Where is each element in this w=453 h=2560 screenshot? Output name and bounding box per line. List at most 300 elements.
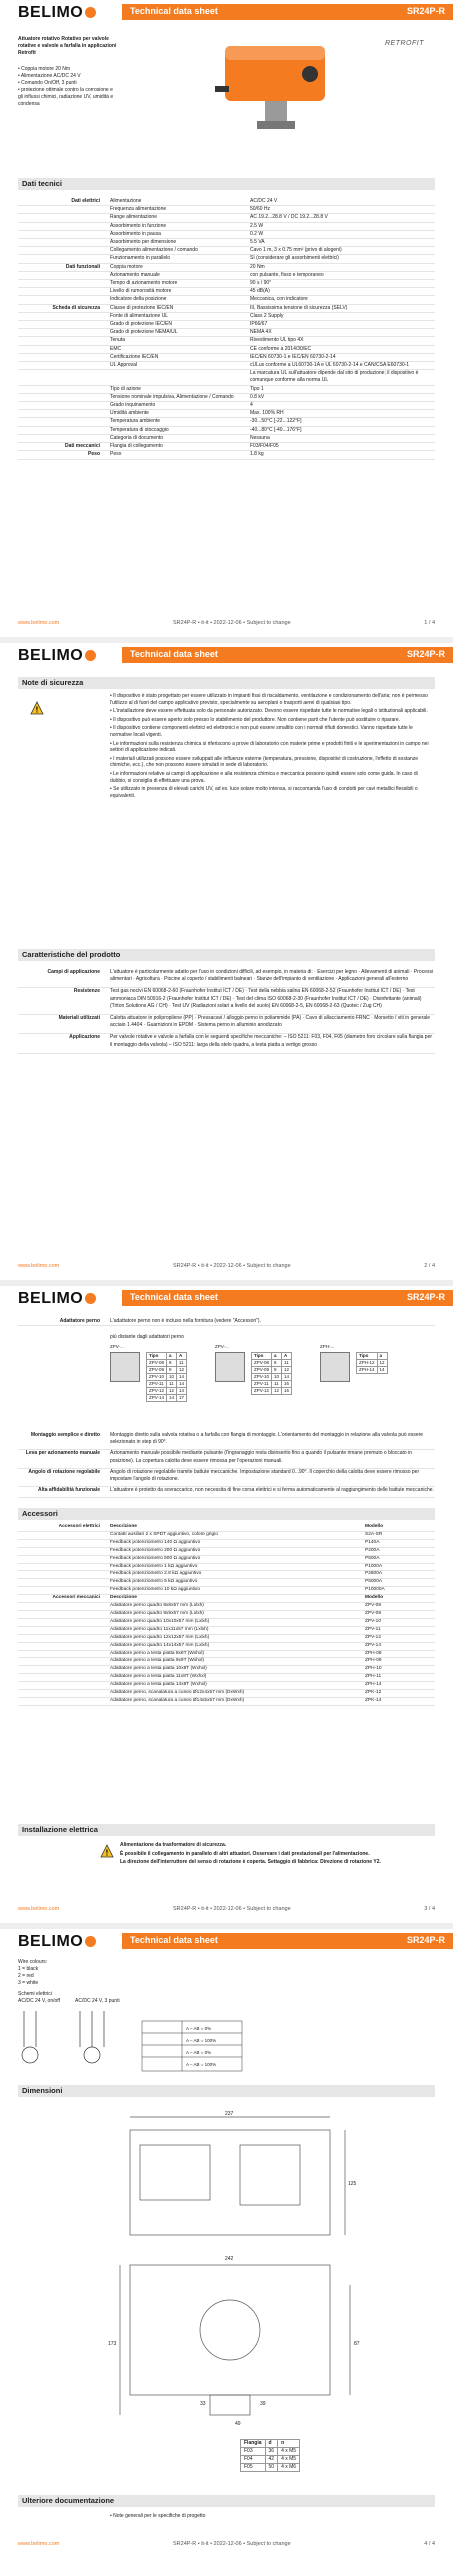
flange-cell: F03 — [241, 2448, 266, 2456]
tech-group — [18, 214, 110, 221]
acc-desc: Adattatore perno quadro 11x11x57 mm (Lxlxh) — [110, 1626, 209, 1632]
acc-row — [18, 1540, 435, 1548]
header-model: SR24P-R — [406, 649, 445, 659]
tech-key: Assorbimento in funzione — [110, 222, 167, 229]
svg-text:33: 33 — [200, 2401, 206, 2407]
acc-desc: Adattatore perno a testa piatta 14x8T (Wxhxl) — [110, 1682, 207, 1688]
safety-item: • Il dispositivo può essere aperto solo presso lo stabilimento del produttore. Non contiene parti che l'utente può sostituire o riparare. — [110, 716, 401, 723]
adapter-cell: ZPV-09 — [147, 1367, 167, 1374]
acc-row — [18, 1674, 435, 1682]
flange-grid — [240, 2439, 300, 2472]
tech-group — [18, 427, 110, 434]
safety-item: • Se utilizzato in presenza di elevati carichi UV, ad es. luce solare molto intensa, si raccomanda l'uso di condotti per cavi metallici flessibili o equivalenti. — [110, 786, 418, 799]
tech-value: 45 dB(A) — [250, 288, 270, 295]
footer-page: 4 / 4 — [424, 2541, 435, 2547]
acc-desc-header: Descrizione — [110, 1595, 137, 1601]
flange-cell: Flangia — [241, 2440, 266, 2448]
flange-cell: F04 — [241, 2456, 266, 2464]
acc-model: ZPH-14 — [365, 1682, 382, 1688]
adapter-cell: 17 — [177, 1395, 187, 1402]
tech-row — [18, 313, 435, 321]
acc-row — [18, 1548, 435, 1556]
acc-desc: Feedback potenziometro 200 Ω aggiuntivo — [110, 1547, 201, 1553]
tech-group — [18, 247, 110, 254]
adapter-grid — [356, 1352, 388, 1374]
mount-value: Azionamento manuale possibile mediante pulsante (l'ingranaggio resta disinserito fino a quando il pulsante rimane premuto o bloccato in posizione). La copertura calotta deve essere rimossa per l'operazioni manuali. — [110, 1450, 412, 1464]
adapter-cell: 16 — [282, 1381, 292, 1388]
tech-row — [18, 346, 435, 354]
tech-group — [18, 410, 110, 417]
adapter-cell: 11 — [282, 1360, 292, 1367]
footer-url[interactable]: www.belimo.com — [18, 2541, 60, 2547]
header-bar — [122, 1290, 453, 1306]
adapter-cell: 11 — [177, 1360, 187, 1367]
tech-value: 0.2 W — [250, 230, 264, 237]
acc-desc: Adattatore perno quadro 12x12x57 mm (Lxlxh) — [110, 1634, 210, 1640]
tech-value: Max. 100% RH — [250, 410, 284, 417]
tech-value: con pulsante, fisso e temporaneo — [250, 271, 324, 278]
adapter-cell: 14 — [167, 1395, 177, 1402]
acc-model: ZPH-09 — [365, 1658, 382, 1664]
page-1 — [0, 0, 453, 640]
adapter-table-name: ZPV-... — [110, 1344, 124, 1349]
mount-table — [18, 1432, 435, 1498]
tech-value: 1.8 kg — [250, 451, 264, 458]
tech-row — [18, 264, 435, 272]
acc-desc: Feedback potenziometro 140 Ω aggiuntivo — [110, 1539, 201, 1545]
acc-row — [18, 1643, 435, 1651]
acc-model: ZPH-11 — [365, 1674, 382, 1680]
flange-cell: 36 — [265, 2448, 278, 2456]
header-title: Technical data sheet — [130, 1292, 218, 1302]
acc-model: P500A — [365, 1555, 380, 1561]
acc-model: P2800A — [365, 1571, 383, 1577]
tech-row — [18, 410, 435, 418]
mount-group: Angolo di rotazione regolabile — [28, 1468, 100, 1475]
tech-value: 5.5 VA — [250, 239, 265, 246]
flange-cell: 42 — [265, 2456, 278, 2464]
adapter-cell: ZPH-14 — [357, 1367, 378, 1374]
tech-key: Alimentazione — [110, 198, 142, 204]
acc-spacer — [18, 1571, 110, 1578]
acc-desc: Adattatore perno quadro 9x9x57 mm (Lxlxh) — [110, 1610, 204, 1616]
adapter-cell: 14 — [282, 1374, 292, 1381]
adapter-table — [320, 1344, 388, 1374]
tech-value: F03/F04/F05 — [250, 443, 279, 450]
flange-cell: n — [278, 2440, 300, 2448]
feature-group: Resistenze — [73, 988, 100, 995]
shaft-icon — [320, 1352, 350, 1382]
tech-key: Grado inquinamento — [110, 402, 156, 409]
footer-url[interactable]: www.belimo.com — [18, 1263, 60, 1269]
tech-row — [18, 255, 435, 263]
tech-row — [18, 288, 435, 296]
tech-key: Grado di protezione IEC/EN — [110, 321, 172, 328]
retrofit-badge: RETROFIT — [385, 40, 424, 47]
tech-group — [18, 239, 110, 246]
acc-desc: Feedback potenziometro 10 kΩ aggiuntivo — [110, 1587, 200, 1593]
adapter-cell: ZPV-10 — [252, 1374, 272, 1381]
acc-spacer — [18, 1643, 110, 1650]
acc-spacer — [18, 1548, 110, 1555]
flange-cell: 4 x M6 — [278, 2464, 300, 2472]
warning-icon — [100, 1844, 114, 1858]
tech-group — [18, 313, 110, 320]
acc-desc: Feedback potenziometro 500 Ω aggiuntivo — [110, 1555, 201, 1561]
acc-header-row — [18, 1595, 435, 1603]
tech-key: EMC — [110, 345, 122, 352]
tech-value: 0.8 kV — [250, 393, 265, 400]
truth-row: A – AB = 100% — [186, 2062, 217, 2067]
tech-row — [18, 451, 435, 459]
tech-value: AC 19.2...28.8 V / DC 19.2...28.8 V — [250, 214, 328, 221]
tech-group: Dati funzionali — [65, 263, 100, 270]
wiring-diagram — [18, 2007, 298, 2075]
tech-group — [18, 206, 110, 213]
adapter-cell: ZPV-09 — [252, 1367, 272, 1374]
accessories-table — [18, 1524, 435, 1706]
footer-page: 2 / 4 — [424, 1263, 435, 1269]
tech-group — [18, 435, 110, 442]
svg-text:125: 125 — [348, 2181, 357, 2187]
mount-value: Montaggio diretto sulla valvola rotativa o a farfalla con flangia di montaggio. L'orientamento del montaggio in relazione alla valvola può essere selezionato in step di 90°. — [110, 1432, 424, 1446]
svg-text:173: 173 — [108, 2341, 117, 2347]
adapter-cell: 14 — [177, 1388, 187, 1395]
adapter-tables — [110, 1344, 430, 1424]
tech-group — [18, 223, 110, 230]
adapter-cell: 12 — [272, 1388, 282, 1395]
adapter-cell: ZPV-11 — [147, 1381, 167, 1388]
adapter-cell: 10 — [167, 1374, 177, 1381]
acc-spacer — [18, 1635, 110, 1642]
adapter-cell: 12 — [177, 1367, 187, 1374]
acc-model: P1000A — [365, 1563, 383, 1569]
adapter-cell: 12 — [377, 1360, 387, 1367]
footer-url[interactable]: www.belimo.com — [18, 620, 60, 626]
acc-row — [18, 1619, 435, 1627]
mount-group: Leva per azionamento manuale — [25, 1450, 100, 1457]
mount-group: Alta affidabilità funzionale — [38, 1487, 100, 1494]
tech-key: Peso — [110, 451, 122, 458]
tech-group — [18, 362, 110, 369]
adapter-cell: A — [177, 1353, 187, 1360]
svg-text:242: 242 — [225, 2256, 234, 2262]
flange-cell: 4 x M5 — [278, 2456, 300, 2464]
acc-row — [18, 1698, 435, 1706]
tech-value: Cavo 1 m, 3 x 0.75 mm² (privo di alogeni) — [250, 247, 342, 254]
tech-row — [18, 394, 435, 402]
header-title: Technical data sheet — [130, 6, 218, 16]
belimo-logo: BELIMO — [18, 4, 96, 22]
shaft-icon — [215, 1352, 245, 1382]
tech-value: Tipo 1 — [250, 385, 264, 392]
tech-group — [18, 337, 110, 344]
belimo-logo: BELIMO — [18, 1933, 96, 1951]
tech-key: Livello di rumorosità motore — [110, 288, 172, 295]
tech-group — [18, 386, 110, 393]
belimo-logo: BELIMO — [18, 1290, 96, 1308]
header-title: Technical data sheet — [130, 1935, 218, 1945]
tech-row — [18, 370, 435, 385]
footer-url[interactable]: www.belimo.com — [18, 1906, 60, 1912]
acc-desc-header: Descrizione — [110, 1524, 137, 1529]
acc-model: P5000A — [365, 1579, 383, 1585]
tech-row — [18, 296, 435, 304]
adapter-table — [110, 1344, 187, 1402]
scheme-a-label: AC/DC 24 V, on/off — [18, 1998, 60, 2004]
header-bar — [122, 1933, 453, 1949]
adapter-cell: a — [167, 1353, 177, 1360]
section-safety: Note di sicurezza — [18, 677, 435, 689]
safety-item: • Il dispositivo è stato progettato per essere utilizzato in impianti fissi di riscaldamento, ventilazione e condizionamento dell'aria; non è permesso l'utilizzo al di fuori del campo applicativo previsto, specialmente su aeroplani o trasporti aerei di qualsiasi tipo. — [110, 693, 428, 706]
adapter-cell: ZPV-12 — [147, 1388, 167, 1395]
adapter-cell: ZPV-10 — [147, 1374, 167, 1381]
dimensions-drawing — [100, 2105, 400, 2435]
tech-row — [18, 214, 435, 222]
adapter-block — [18, 1318, 435, 1326]
acc-desc: Adattatore perno a testa piatta 9x9T (Wxhxl) — [110, 1658, 205, 1664]
adapter-cell: 11 — [167, 1381, 177, 1388]
tech-key: Tenuta — [110, 337, 126, 344]
feature-row — [18, 969, 435, 988]
acc-spacer — [18, 1532, 110, 1539]
tech-key: UL Approval — [110, 362, 138, 369]
acc-spacer — [18, 1666, 110, 1673]
tech-row — [18, 427, 435, 435]
acc-desc: Adattatore perno quadro 10x10x57 mm (Lxlxh) — [110, 1618, 210, 1624]
acc-spacer — [18, 1556, 110, 1563]
adapter-cell: 16 — [282, 1388, 292, 1395]
adapter-cell: ZPV-08 — [147, 1360, 167, 1367]
tech-value: 2.5 W — [250, 222, 264, 229]
tech-row — [18, 402, 435, 410]
tech-group — [18, 231, 110, 238]
truth-row: A – AB = 0% — [186, 2026, 212, 2031]
adapter-cell: 9 — [272, 1367, 282, 1374]
tech-key: Categoria di documento — [110, 434, 164, 441]
tech-value: CE conforme a 2014/30/EC — [250, 345, 312, 352]
adapter-cell: 14 — [177, 1381, 187, 1388]
acc-spacer — [18, 1611, 110, 1618]
header-title: Technical data sheet — [130, 649, 218, 659]
tech-table — [18, 198, 435, 460]
tech-row — [18, 280, 435, 288]
acc-model: ZPV-10 — [365, 1618, 381, 1624]
tech-row — [18, 247, 435, 255]
tech-group: Dati meccanici — [64, 443, 100, 450]
header-model: SR24P-R — [406, 1292, 445, 1302]
page-3 — [0, 1286, 453, 1926]
adapter-cell: a — [272, 1353, 282, 1360]
adapter-cell: 11 — [272, 1381, 282, 1388]
adapter-text: L'adattatore perno non è incluso nella fornitura (vedere "Accessori"). — [110, 1318, 261, 1324]
acc-spacer — [18, 1540, 110, 1547]
acc-model: ZPH-08 — [365, 1650, 382, 1656]
adapter-grid — [146, 1352, 187, 1402]
adapter-cell: 8 — [272, 1360, 282, 1367]
footer-page: 3 / 4 — [424, 1906, 435, 1912]
section-install: Installazione elettrica — [18, 1824, 435, 1836]
tech-row — [18, 386, 435, 394]
acc-desc: Adattatore perno quadro 14x14x57 mm (Lxlxh) — [110, 1642, 210, 1648]
safety-item: • I materiali utilizzati possono essere sviluppati alle influenze esterne (temperatura, pressione, dispositivi di costruzione, l'effetto di sostanze chimiche, ecc.), che non possono essere simulati in sede di laboratorio. — [110, 755, 419, 769]
acc-model: ZPV-11 — [365, 1626, 381, 1632]
flange-cell: d — [265, 2440, 278, 2448]
adapter-cell: ZPV-14 — [147, 1395, 167, 1402]
section-tech: Dati tecnici — [18, 178, 435, 190]
acc-model: S2A-SR — [365, 1531, 383, 1537]
svg-text:237: 237 — [225, 2111, 234, 2117]
feature-group: Materiali utilizzati — [58, 1015, 100, 1022]
acc-desc: Contatti ausiliari 2 x SPDT aggiuntivo, colore grigio — [110, 1531, 218, 1537]
tech-key: Assorbimento per dimensione — [110, 239, 177, 246]
tech-key: Temperatura ambiente — [110, 418, 161, 425]
feature-row — [18, 988, 435, 1015]
tech-value: 20 Nm — [250, 263, 265, 270]
tech-key: Classe di protezione IEC/EN — [110, 304, 174, 311]
adapter-cell: ZPV-11 — [252, 1381, 272, 1388]
tech-key — [110, 370, 250, 384]
section-accessories: Accessori — [18, 1508, 435, 1520]
tech-value: 50/60 Hz — [250, 206, 271, 213]
tech-group — [18, 296, 110, 303]
adapter-grid — [251, 1352, 292, 1395]
adapter-cell: 14 — [177, 1374, 187, 1381]
acc-row — [18, 1682, 435, 1690]
tech-value: AC/DC 24 V — [250, 198, 278, 204]
feature-row — [18, 1015, 435, 1034]
acc-row — [18, 1611, 435, 1619]
adapter-table-name: ZPV-... — [215, 1344, 229, 1349]
tech-row — [18, 337, 435, 345]
adapter-cell: ZPV-08 — [252, 1360, 272, 1367]
belimo-logo: BELIMO — [18, 647, 96, 665]
docs-bullet[interactable]: • Note generali per le specifiche di progetto — [110, 2513, 206, 2519]
svg-text:39: 39 — [260, 2401, 266, 2407]
tech-row — [18, 443, 435, 451]
acc-model: P10000A — [365, 1587, 385, 1593]
features-table — [18, 969, 435, 1054]
tech-value: Nessuna — [250, 434, 270, 441]
tech-key: Flangia di collegamento — [110, 443, 163, 450]
tech-group — [18, 272, 110, 279]
acc-group: Accessori elettrici — [58, 1524, 100, 1529]
tech-key: Tensione nominale impulsiva, Alimentazione / Comando — [110, 393, 234, 400]
tech-group — [18, 354, 110, 361]
section-docs: Ulteriore documentazione — [18, 2495, 435, 2507]
tech-row — [18, 198, 435, 206]
footer-text: SR24P-R • it-it • 2022-12-06 • Subject to change — [173, 620, 291, 626]
safety-item: • Le informazioni sulla resistenza chimica si riferiscono a prove di laboratorio con materie prime e prodotti finiti e le sperimentazioni in campo nei settori di applicazione indicati. — [110, 740, 429, 754]
tech-value: cULus conforme a UL60730-1A e UL 60730-2-14 e CAN/CSA E60730-1 — [250, 362, 410, 369]
safety-item: • Le informazioni relative ai campi di applicazione e alla resistenza chimica e meccanica possono quindi essere solo come guida. In caso di dubbio, si consiglia di effettuare una prova. — [110, 770, 418, 784]
acc-desc: Adattatore perno quadro 8x8x57 mm (Lxlxh) — [110, 1603, 204, 1609]
safety-list — [110, 693, 430, 801]
feature-value: Calotta attuatore in polipropilene (PP) · Pressacavi / alloggio perno in poliammide (PA) · Cavo di allacciamento FRNC · Morsetto / viti in generale acciaio 1.4404 · Guarnizioni in EPDM · Sistema perno in alluminio anodizzato — [110, 1015, 431, 1029]
acc-model: ZPV-09 — [365, 1610, 381, 1616]
product-intro: Attuatore rotativo Rotativo per valvole rotative e valvole a farfalla in applicazioni Retrofit — [18, 36, 117, 56]
acc-row — [18, 1627, 435, 1635]
acc-model: ZPK-12 — [365, 1690, 382, 1696]
tech-group — [18, 402, 110, 409]
tech-group — [18, 288, 110, 295]
header-bar — [122, 647, 453, 663]
tech-group: Peso — [88, 451, 100, 458]
acc-desc: Adattatore perno a testa piatta 8x8T (Wxhxl) — [110, 1650, 205, 1656]
tech-row — [18, 418, 435, 426]
acc-model: ZPV-08 — [365, 1603, 381, 1609]
tech-key: Frequenza alimentazione — [110, 206, 167, 213]
acc-model: ZPH-10 — [365, 1666, 382, 1672]
mount-group: Montaggio semplice e diretto — [30, 1432, 100, 1438]
tech-key: Assorbimento in pausa — [110, 230, 161, 237]
svg-text:!: ! — [35, 705, 39, 715]
acc-spacer — [18, 1690, 110, 1697]
mount-row — [18, 1487, 435, 1498]
acc-row — [18, 1635, 435, 1643]
tech-row — [18, 354, 435, 362]
product-bullets: • Coppia motore 20 Nm • Alimentazione AC/DC 24 V • Comando On/Off, 3 punti • protezione ottimale contro la corrosione e gli influssi chimici, radiazione UV, umidità e condensa — [18, 66, 114, 107]
adapter-cell: 12 — [282, 1367, 292, 1374]
adapter-cell: A — [282, 1353, 292, 1360]
tech-key: Umidità ambiente — [110, 410, 149, 417]
page-2 — [0, 643, 453, 1283]
acc-desc: Adattatore perno, scanalatura a cuneo Ø14x5x57 mm (DxWxh) — [110, 1697, 245, 1703]
adapter-table-name: ZPH-... — [320, 1344, 335, 1349]
acc-header-row — [18, 1524, 435, 1532]
tech-key: Grado di protezione NEMA/UL — [110, 329, 178, 336]
tech-group — [18, 418, 110, 425]
adapter-sub: più distante dagli adattatori perno — [110, 1334, 184, 1340]
safety-item: • Il dispositivo contiene componenti elettrici ed elettronici e non può essere smaltito con i normali rifiuti domestici. Vanno rispettate tutte le normative locali vigenti. — [110, 725, 413, 738]
safety-item: • L'installazione deve essere effettuata solo da personale autorizzato. Devono essere rispettate tutte le normative legali o istituzionali applicabili. — [110, 708, 428, 715]
adapter-label: Adattatore perno — [59, 1318, 100, 1324]
tech-value: -30...50°C [-22...122°F] — [250, 418, 302, 425]
mount-value: L'attuatore è protetto da sovraccarico, non necessita di fine corsa elettrici e si ferma automaticamente al raggiungimento delle battute meccaniche. — [110, 1487, 434, 1494]
acc-desc: Adattatore perno a testa piatta 10x8T (Wxhxl) — [110, 1666, 207, 1672]
tech-value: Class 2 Supply — [250, 312, 284, 319]
tech-value: -40...80°C [-40...176°F] — [250, 426, 302, 433]
acc-model: ZPK-14 — [365, 1697, 382, 1703]
tech-row — [18, 239, 435, 247]
truth-row: A – AB = 0% — [186, 2050, 212, 2055]
adapter-cell: Tipo — [357, 1353, 378, 1360]
tech-group — [18, 280, 110, 287]
tech-key: Coppia motore — [110, 263, 143, 270]
footer-text: SR24P-R • it-it • 2022-12-06 • Subject to change — [173, 1263, 291, 1269]
tech-value: 4 — [250, 402, 253, 409]
tech-key: Tipo di azione — [110, 385, 141, 392]
feature-value: L'attuatore è particolarmente adatto per l'uso in condizioni difficili, ad esempio, in materia di: · Esercizi per legno · Allevamenti di animali · Processi alimentari · Agricoltura · Piscine al coperto / stabilimenti balneari · Stanze dell'impianto di ventilazione · Applicazioni generali all'esterno — [110, 969, 434, 983]
section-features: Caratteristiche del prodotto — [18, 949, 435, 961]
tech-group — [18, 346, 110, 353]
acc-row — [18, 1556, 435, 1564]
adapter-cell: a — [377, 1353, 387, 1360]
feature-value: Test gas nocivi EN 60068-2-60 (Fraunhofer Institut ICT / DE) · Test della nebbia salina EN 60068-2-52 (Fraunhofer Institut ICT / DE) · Test ammoniaca DIN 50916-2 (Fraunhofer Institut ICT / DE) · Test del clima ISO 60068-2-30 (Fraunhofer Institut ICT / DE) · Disinfettante (animali) (Triton Solutions AG / CH) · Test UV (Radiazioni solari a livello del suolo) EN 60068-2-5, EN 60068-2-63 (Quotec / Zug CH) — [110, 988, 422, 1009]
schemes-title: Schemi elettrici — [18, 1991, 52, 1997]
tech-value: 90 s / 90° — [250, 280, 272, 287]
tech-group — [18, 329, 110, 336]
mount-row — [18, 1432, 435, 1450]
tech-key: Indicatore della posizione — [110, 296, 167, 303]
acc-spacer — [18, 1587, 110, 1594]
acc-spacer — [18, 1651, 110, 1658]
mount-value: Angolo di rotazione regolabile tramite battute meccaniche. Impostazione standard 0...90°. Il coperchio della calotta deve essere rimosso per impostare l'angolo di rotazione. — [110, 1468, 420, 1483]
tech-key: Collegamento alimentazione / comando — [110, 247, 198, 254]
acc-spacer — [18, 1674, 110, 1681]
footer-text: SR24P-R • it-it • 2022-12-06 • Subject to change — [173, 2541, 291, 2547]
feature-row — [18, 1034, 435, 1053]
